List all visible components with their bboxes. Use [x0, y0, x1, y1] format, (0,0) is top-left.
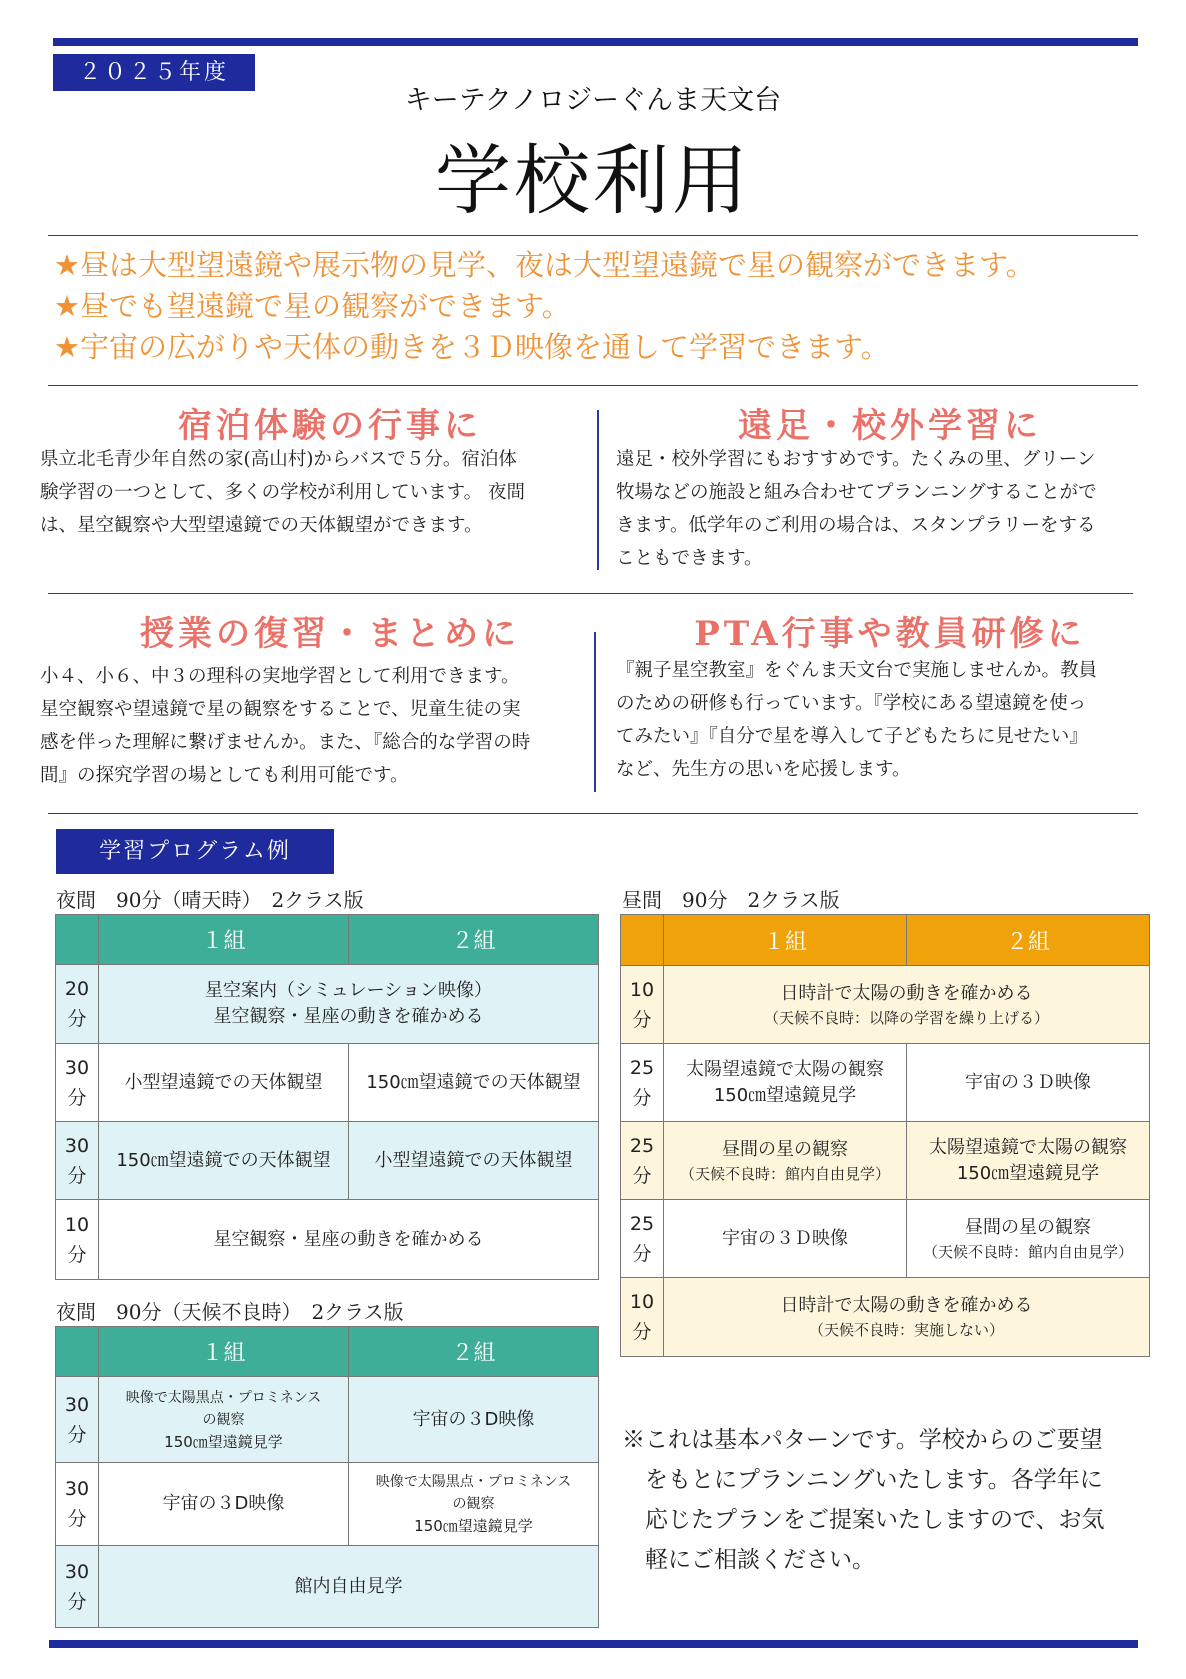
section-body-pta — [616, 654, 1186, 786]
header-cell-class1: １組 — [99, 915, 349, 965]
time-cell: 25 分 — [621, 1200, 664, 1278]
time-cell: 30 分 — [56, 1546, 99, 1628]
highlight-item: ★昼でも望遠鏡で星の観察ができます。 — [54, 289, 571, 323]
body-line: きます。低学年のご利用の場合は、スタンプラリーをする — [616, 515, 1096, 536]
header-cell-time — [621, 915, 664, 966]
header-cell-class2: ２組 — [349, 1327, 599, 1377]
activity-cell: 太陽望遠鏡で太陽の観察 150㎝望遠鏡見学 — [664, 1044, 907, 1122]
body-line: 『親子星空教室』をぐんま天文台で実施しませんか。教員 — [616, 660, 1098, 681]
observatory-name: キーテクノロジーぐんま天文台 — [404, 85, 782, 116]
table-row — [56, 965, 599, 1044]
time-cell: 25 分 — [621, 1044, 664, 1122]
time-cell: 25 分 — [621, 1122, 664, 1200]
time-cell: 30 分 — [56, 1122, 99, 1200]
body-line: 星空観察や望遠鏡で星の観察をすることで、児童生徒の実 — [40, 699, 521, 720]
activity-cell: 小型望遠鏡での天体観望 — [349, 1122, 599, 1200]
program-badge: 学習プログラム例 — [56, 829, 334, 874]
header-cell-time — [56, 1327, 99, 1377]
body-line: 牧場などの施設と組み合わせてプランニングすることがで — [616, 482, 1097, 503]
activity-cell: 日時計で太陽の動きを確かめる （天候不良時：実施しない） — [664, 1278, 1150, 1357]
time-cell: 10 分 — [621, 1278, 664, 1357]
header-cell-class1: １組 — [99, 1327, 349, 1377]
activity-cell: 昼間の星の観察 （天候不良時：館内自由見学） — [664, 1122, 907, 1200]
activity-cell: 館内自由見学 — [99, 1546, 599, 1628]
activity-cell: 150㎝望遠鏡での天体観望 — [349, 1044, 599, 1122]
body-line: のための研修も行っています。『学校にある望遠鏡を使っ — [616, 693, 1087, 714]
table-caption-night-clear: 夜間 90分（晴天時） 2クラス版 — [56, 888, 364, 912]
schedule-table-night-bad — [55, 1326, 599, 1628]
table-row — [56, 1044, 599, 1122]
activity-cell: 宇宙の３D映像 — [99, 1463, 349, 1546]
table-row — [56, 1200, 599, 1280]
activity-cell: 宇宙の３Ｄ映像 — [664, 1200, 907, 1278]
time-cell: 30 分 — [56, 1377, 99, 1463]
table-caption-day: 昼間 90分 2クラス版 — [622, 888, 840, 912]
table-row — [621, 1122, 1150, 1200]
table-caption-night-bad: 夜間 90分（天候不良時） 2クラス版 — [56, 1300, 404, 1324]
activity-cell: 小型望遠鏡での天体観望 — [99, 1044, 349, 1122]
section-title-excursion: 遠足・校外学習に — [738, 406, 1042, 446]
body-line: 小４、小６、中３の理科の実地学習として利用できます。 — [40, 666, 520, 687]
divider — [48, 385, 1138, 386]
body-line: てみたい』『自分で星を導入して子どもたちに見せたい』 — [616, 726, 1088, 747]
highlight-item: ★宇宙の広がりや天体の動きを３Ｄ映像を通して学習できます。 — [54, 330, 890, 364]
activity-cell: 宇宙の３D映像 — [349, 1377, 599, 1463]
table-row — [56, 1122, 599, 1200]
divider — [48, 593, 1133, 594]
schedule-table-night-clear — [55, 914, 599, 1280]
body-line: 県立北毛青少年自然の家(高山村)からバスで５分。宿泊体 — [40, 449, 517, 470]
time-cell: 10 分 — [621, 966, 664, 1044]
body-line: は、星空観察や大型望遠鏡での天体観望ができます。 — [40, 515, 483, 536]
header-cell-time — [56, 915, 99, 965]
time-cell: 20 分 — [56, 965, 99, 1044]
page-title: 学校利用 — [435, 136, 751, 225]
activity-cell: 太陽望遠鏡で太陽の観察 150㎝望遠鏡見学 — [907, 1122, 1150, 1200]
note-line: をもとにプランニングいたします。各学年に — [622, 1467, 1103, 1493]
table-row — [621, 1044, 1150, 1122]
body-line: 遠足・校外学習にもおすすめです。たくみの里、グリーン — [616, 449, 1096, 470]
activity-cell: 昼間の星の観察 （天候不良時：館内自由見学） — [907, 1200, 1150, 1278]
column-divider — [594, 632, 596, 792]
section-title-pta: PTA行事や教員研修に — [694, 614, 1086, 654]
table-row — [621, 966, 1150, 1044]
header-cell-class2: ２組 — [349, 915, 599, 965]
column-divider — [597, 410, 599, 570]
note-line: 軽にご相談ください。 — [622, 1547, 875, 1573]
table-row — [56, 1546, 599, 1628]
top-border — [53, 38, 1138, 46]
body-line: 験学習の一つとして、多くの学校が利用しています。 夜間 — [40, 482, 526, 503]
year-badge: ２０２５年度 — [53, 54, 255, 91]
time-cell: 10 分 — [56, 1200, 99, 1280]
activity-cell: 星空案内（シミュレーション映像） 星空観察・星座の動きを確かめる — [99, 965, 599, 1044]
divider — [48, 813, 1138, 814]
table-row — [56, 1463, 599, 1546]
note-line: 応じたプランをご提案いたしますので、お気 — [622, 1507, 1105, 1533]
schedule-table-day — [620, 914, 1150, 1357]
body-line: 間』の探究学習の場としても利用可能です。 — [40, 765, 409, 786]
table-row — [621, 1278, 1150, 1357]
activity-cell: 星空観察・星座の動きを確かめる — [99, 1200, 599, 1280]
activity-cell: 映像で太陽黒点・プロミネンス の観察 150㎝望遠鏡見学 — [349, 1463, 599, 1546]
highlight-item: ★昼は大型望遠鏡や展示物の見学、夜は大型望遠鏡で星の観察ができます。 — [54, 248, 1035, 282]
note-line: ※これは基本パターンです。学校からのご要望 — [622, 1427, 1103, 1453]
time-cell: 30 分 — [56, 1463, 99, 1546]
table-row — [621, 1200, 1150, 1278]
program-note — [622, 1420, 1142, 1580]
divider — [48, 235, 1138, 236]
bottom-border — [49, 1640, 1138, 1648]
section-title-overnight: 宿泊体験の行事に — [178, 406, 482, 446]
header-cell-class2: ２組 — [907, 915, 1150, 966]
section-title-review: 授業の復習・まとめに — [140, 614, 520, 654]
activity-cell: 日時計で太陽の動きを確かめる （天候不良時：以降の学習を繰り上げる） — [664, 966, 1150, 1044]
header-cell-class1: １組 — [664, 915, 907, 966]
body-line: など、先生方の思いを応援します。 — [616, 759, 911, 780]
body-line: 感を伴った理解に繋げませんか。また、『総合的な学習の時 — [40, 732, 531, 753]
highlights — [54, 245, 1035, 368]
activity-cell: 150㎝望遠鏡での天体観望 — [99, 1122, 349, 1200]
section-body-review — [40, 660, 610, 792]
section-body-overnight — [40, 443, 610, 542]
activity-cell: 映像で太陽黒点・プロミネンス の観察 150㎝望遠鏡見学 — [99, 1377, 349, 1463]
table-row — [56, 1377, 599, 1463]
time-cell: 30 分 — [56, 1044, 99, 1122]
body-line: こともできます。 — [616, 548, 763, 569]
activity-cell: 宇宙の３Ｄ映像 — [907, 1044, 1150, 1122]
section-body-excursion — [616, 443, 1186, 575]
